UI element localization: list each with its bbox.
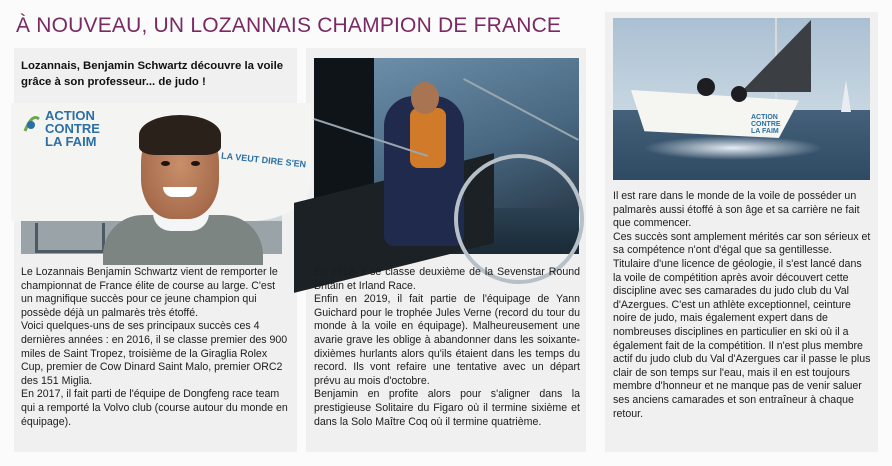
paragraph: Enfin en 2019, il fait partie de l'équipage de Yann Guichard pour le trophée Jules Verne (record du tour du monde à la voile en équipage). Malheureusement une avarie grave les oblige à abandonner dans les soixante-dixièmes hurlants alors qu'ils étaient dans les temps du record. Ils vont refaire une tentative avec un départ prévu au mois d'octobre. [314, 293, 580, 387]
column-3-text [613, 190, 871, 421]
paragraph: Voici quelques-uns de ses principaux succès ces 4 dernières années : en 2016, il se classe premier des 900 miles de Saint Tropez, troisième de la Giraglia Rolex Cup, premier de Cow Dinard Saint Malo, premier ORC2 des 151 Miglia. [21, 320, 288, 387]
sponsor-logo-icon [23, 111, 41, 133]
column-1-text [21, 266, 289, 429]
sponsor-logo-text: ACTION CONTRE LA FAIM [45, 108, 100, 149]
paragraph: Le Lozannais Benjamin Schwartz vient de remporter le championnat de France élite de course au large. C'est un magnifique succès pour ce jeune champion qui possède déjà un palmarès très étoffé. [21, 266, 278, 319]
portrait-photo [21, 103, 307, 254]
boat-cradle [35, 223, 105, 253]
steering-wheel [454, 154, 584, 284]
paragraph: En 2018, il se classe deuxième de la Sevenstar Round Britain et Irland Race. [314, 266, 580, 292]
hull-logo-text: ACTION CONTRE LA FAIM [751, 114, 781, 135]
paragraph: Il est rare dans le monde de la voile de posséder un palmarès aussi étoffé à son âge et sa carrière ne fait que commencer. [613, 190, 860, 230]
article-headline: À NOUVEAU, UN LOZANNAIS CHAMPION DE FRANCE [16, 14, 562, 37]
paragraph: En 2017, il fait parti de l'équipe de Dongfeng race team qui a remporté la Volvo club (course autour du monde en équipage). [21, 388, 288, 428]
paragraph: Benjamin en profite alors pour s'aligner dans la prestigieuse Solitaire du Figaro où il termine sixième et dans la Solo Maître Coq où il termine quatrième. [314, 388, 580, 428]
hull-slogan: LA VEUT DIRE S'EN [220, 150, 307, 170]
article-subtitle: Lozannais, Benjamin Schwartz découvre la voile grâce à son professeur... de judo ! [21, 60, 284, 88]
sailboat-photo [613, 18, 870, 180]
paragraph: Ces succès sont amplement mérités car son sérieux et sa compétence n'ont d'égal que sa gentillesse. Titulaire d'une licence de géologie, il s'est lancé dans la voile de compétition après avoir découvert cette discipline avec ses camarades du judo club du Val d'Azergues. C'est un athlète exceptionnel, ceinture noire de judo, mais également expert dans de nombreuses disciplines en particulier en ski où il a également fait de la compétition. Il n'est plus membre actif du judo club du Val d'Azergues car il passe le plus clair de son temps sur l'eau, mais il en est toujours membre d'honneur et ne manque pas de venir saluer ses anciens camarades et son entraîneur à chaque retour. [613, 230, 871, 420]
helm-photo [314, 58, 579, 254]
life-vest [410, 108, 446, 168]
column-2-text [314, 266, 580, 429]
